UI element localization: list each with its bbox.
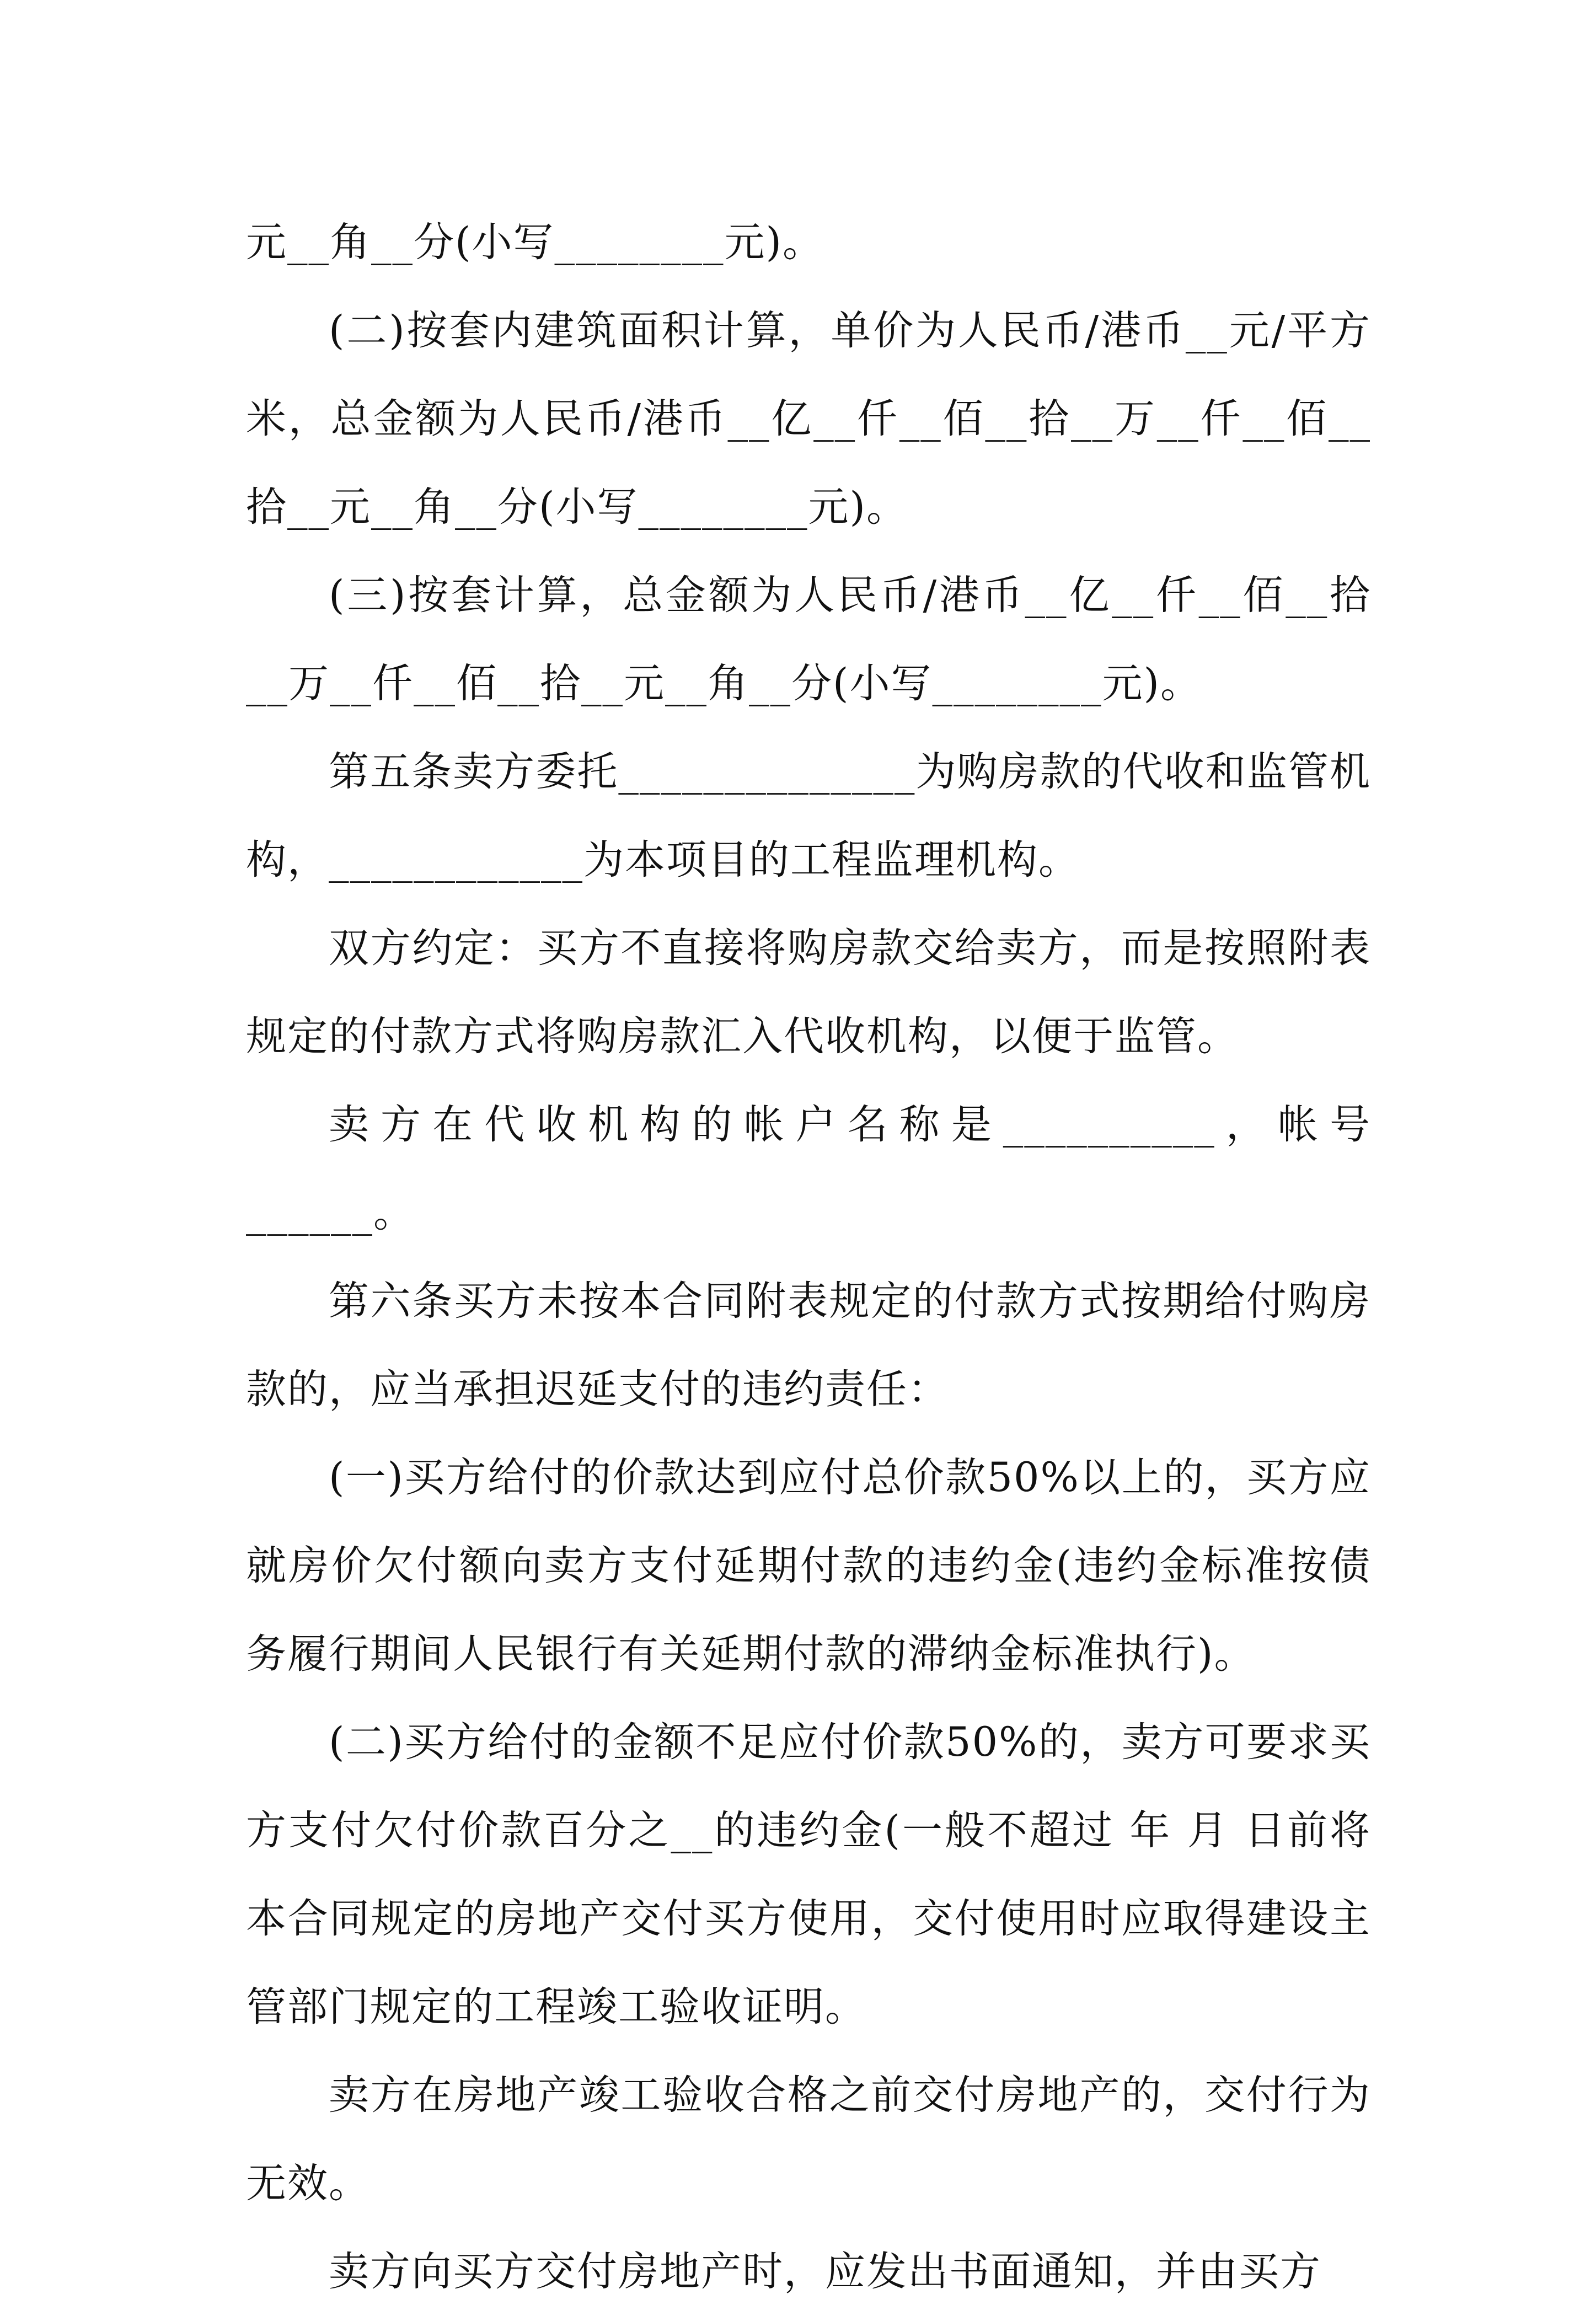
document-body bbox=[246, 199, 1371, 2316]
paragraph-article-6-item-1: (一)买方给付的价款达到应付总价款50%以上的，买方应就房价欠付额向卖方支付延期付款的违约金(违约金标准按债务履行期间人民银行有关延期付款的滞纳金标准执行)。 bbox=[246, 1454, 1371, 1677]
paragraph-article-6: 第六条买方未按本合同附表规定的付款方式按期给付购房款的，应当承担迟延支付的违约责任： bbox=[246, 1278, 1371, 1413]
paragraph-clause-2: (二)按套内建筑面积计算，单价为人民币/港币__元/平方米，总金额为人民币/港币__亿__仟__佰__拾__万__仟__佰__拾__元__角__分(小写________元)。 bbox=[246, 307, 1371, 530]
paragraph-account-info: 卖方在代收机构的帐户名称是__________，帐号______。 bbox=[246, 1101, 1371, 1236]
paragraph-clause-3: (三)按套计算，总金额为人民币/港币__亿__仟__佰__拾__万__仟__佰__拾__元__角__分(小写________元)。 bbox=[246, 572, 1371, 707]
paragraph-delivery-notice: 卖方向买方交付房地产时，应发出书面通知，并由买方 bbox=[329, 2248, 1321, 2295]
paragraph-article-6-item-2: (二)买方给付的金额不足应付价款50%的，卖方可要求买方支付欠付价款百分之__的违约金(一般不超过 年 月 日前将本合同规定的房地产交付买方使用，交付使用时应取得建设主管部门规定的工程竣工验收证明。 bbox=[246, 1719, 1371, 2030]
paragraph-article-5: 第五条卖方委托______________为购房款的代收和监管机构，____________为本项目的工程监理机构。 bbox=[246, 748, 1371, 883]
paragraph-agreement: 双方约定：买方不直接将购房款交给卖方，而是按照附表规定的付款方式将购房款汇入代收机构，以便于监管。 bbox=[246, 925, 1371, 1060]
paragraph-continuation: 元__角__分(小写________元)。 bbox=[246, 219, 824, 266]
paragraph-invalid-delivery: 卖方在房地产竣工验收合格之前交付房地产的，交付行为无效。 bbox=[246, 2072, 1371, 2207]
